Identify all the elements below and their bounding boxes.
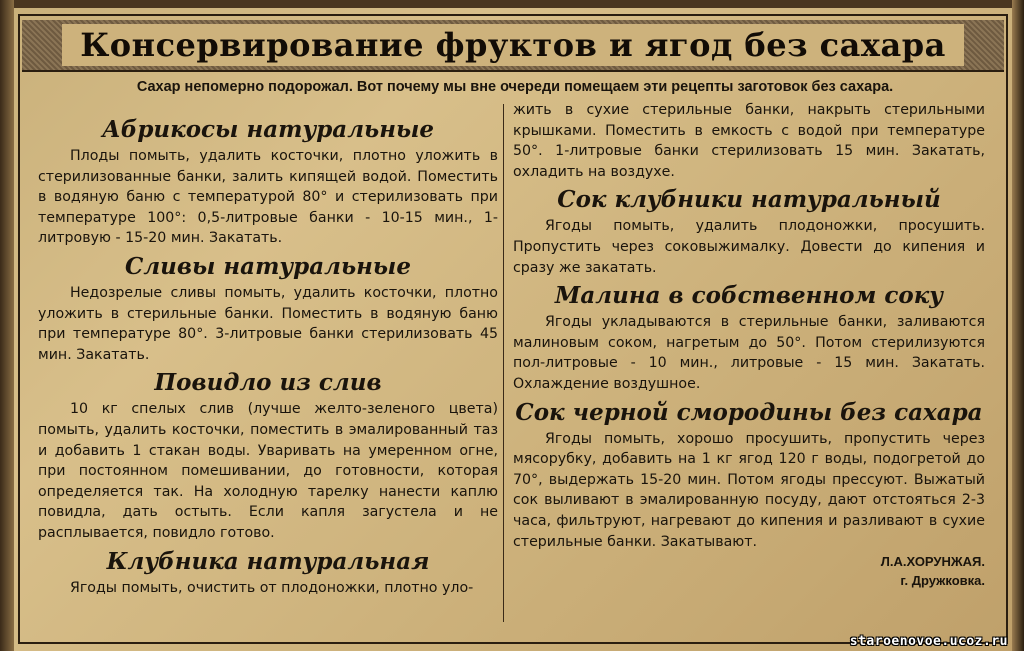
paper-edge-right <box>1012 0 1024 651</box>
section-title-plums: Сливы натуральные <box>125 252 411 280</box>
headline: Консервирование фруктов и ягод без сахара <box>62 24 964 66</box>
left-column <box>38 112 498 598</box>
author-name: Л.А.ХОРУНЖАЯ. <box>880 554 985 570</box>
section-text-strawberry-cont: жить в сухие стерильные банки, накрыть стерильными крышками. Поместить в емкость с водой при температуре 50°. 1-литровые банки стерилизовать 15 мин. Закатать, охладить на воздухе. <box>513 102 985 180</box>
author-city: г. Дружковка. <box>900 573 985 589</box>
section-title-blackcurrant: Сок черной смородины без сахара <box>515 398 983 426</box>
watermark: staroenovoe.ucoz.ru <box>849 634 1008 649</box>
right-column <box>513 100 985 590</box>
paper-edge-left <box>0 0 14 651</box>
column-divider <box>503 104 504 622</box>
section-text-blackcurrant: Ягоды помыть, хорошо просушить, пропустить через мясорубку, добавить на 1 кг ягод 120 г воды, подогретой до 70°, выдержать 15-20 мин. Потом ягоды прессуют. Выжатый сок выливают в эмалированную посуду, дают отстояться 2-3 часа, фильтруют, нагревают до кипения и разливают в сухие стерильные банки. Закатывают. <box>513 430 985 550</box>
section-text-plums: Недозрелые сливы помыть, удалить косточки, плотно уложить в стерильные банки. Поместить в водяную баню при температуре 80°. 3-литровые банки стерилизовать 45 мин. Закатать. <box>38 284 498 363</box>
section-title-strawberry-juice: Сок клубники натуральный <box>557 186 941 214</box>
section-title-plum-jam: Повидло из слив <box>154 369 382 397</box>
section-text-raspberry: Ягоды укладываются в стерильные банки, заливаются малиновым соком, нагретым до 50°. Потом стерилизуются пол-литровые - 10 мин., литровые - 15 мин. Закатать. Охлаждение воздушное. <box>513 314 985 392</box>
section-text-plum-jam: 10 кг спелых слив (лучше желто-зеленого цвета) помыть, удалить косточки, поместить в эмалированный таз и добавить 1 стакан воды. Уваривать на умеренном огне, при постоянном помешивании, до готовности, которая определяется так. На холодную тарелку нанести каплю повидла, дать остыть. Если капля загустела и не расплывается, повидло готово. <box>38 401 498 541</box>
headline-bar <box>22 20 1004 72</box>
lead-text: Сахар непомерно подорожал. Вот почему мы вне очереди помещаем эти рецепты заготовок без сахара. <box>136 79 894 95</box>
paper-edge-top <box>0 0 1024 8</box>
section-title-raspberry: Малина в собственном соку <box>554 282 944 310</box>
section-text-apricots: Плоды помыть, удалить косточки, плотно уложить в стерилизованные банки, залить кипящей водой. Поместить в водяную баню с температурой 80° и стерилизовать при температуре 100°: 0,5-литровые банки - 10-15 мин., 1- литровую - 15-20 мин. Закатать. <box>38 148 498 247</box>
section-text-strawberry-juice: Ягоды помыть, удалить плодоножки, просушить. Пропустить через соковыжималку. Довести до кипения и сразу же закатать. <box>513 218 985 276</box>
section-text-strawberry: Ягоды помыть, очистить от плодоножки, плотно уло- <box>70 579 474 596</box>
section-title-strawberry: Клубника натуральная <box>106 547 430 575</box>
section-title-apricots: Абрикосы натуральные <box>101 116 435 143</box>
